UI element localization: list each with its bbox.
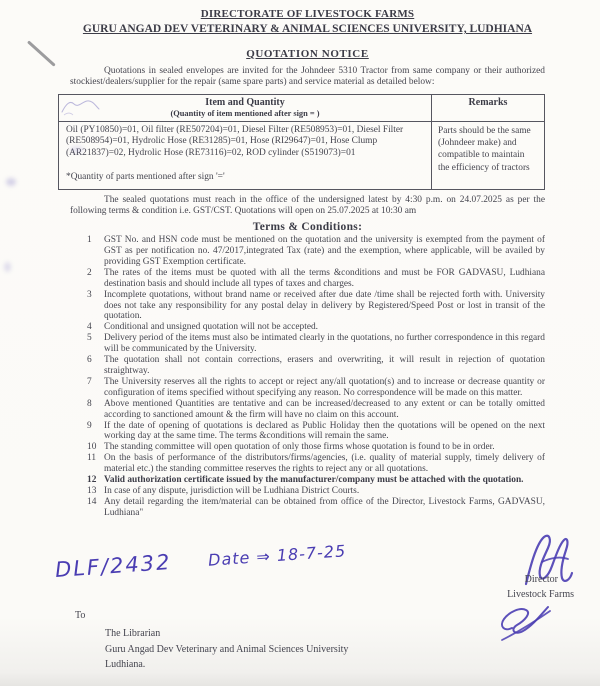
term-text: The standing committee will open quotation of only those firms whose quotation is found to be in order.	[104, 442, 495, 453]
term-text: GST No. and HSN code must be mentioned on the quotation and the university is exempted from the payment of GST as per notification no. 47/2017,integrated Tax (rate) and the exemption, where applicable, will be availed by providing GST Exemption certificate.	[104, 235, 545, 267]
signature-footer-area	[0, 538, 600, 686]
term-number: 8	[87, 398, 92, 409]
addressee-block	[105, 626, 348, 673]
term-number: 10	[87, 442, 97, 453]
term-number: 1	[87, 235, 92, 246]
quantity-note: *Quantity of parts mentioned after sign '='	[66, 171, 225, 182]
term-number: 14	[87, 496, 97, 507]
term-number: 7	[87, 376, 92, 387]
term-text: Valid authorization certificate issued by the manufacturer/company must be attached with the quotation.	[104, 475, 524, 486]
term-text: The quotation shall not contain corrections, erasers and overwriting, it will result in rejection of quotation straightway.	[104, 355, 545, 376]
remarks-cell: Parts should be the same (Johndeer make) and compatible to maintain the efficiency of tractors	[432, 121, 545, 189]
term-text: Above mentioned Quantities are tentative and can be increased/decreased to any extent or can be totally omitted according to sanctioned amount & the firm will have no claim on this account.	[104, 398, 545, 420]
term-number: 12	[87, 475, 97, 486]
deadline-paragraph: The sealed quotations must reach in the office of the undersigned latest by 4:30 p.m. on 24.07.2025 as per the following terms & condition i.e. GST/CST. Quotations will open on 25.07.2025 at 10:30 am	[70, 194, 545, 216]
ink-smudge	[4, 262, 11, 272]
addressee-line2: Guru Angad Dev Veterinary and Animal Sciences University	[105, 643, 349, 655]
term-item-9	[70, 421, 545, 443]
term-item-11	[70, 453, 545, 475]
term-item-10	[70, 442, 545, 453]
addressee-line3: Ludhiana.	[105, 659, 146, 670]
term-text: The rates of the items must be quoted with all the terms &conditions and must be FOR GADVASU, Ludhiana destination basis and should include all types of taxes and charges.	[104, 267, 545, 289]
term-text: On the basis of performance of the distributors/firms/agencies, (i.e. quality of material supply, timely delivery of material etc.) the standing committee reserves the rights to reject any or all quotations.	[104, 453, 545, 475]
term-item-7	[70, 377, 545, 399]
term-number: 13	[87, 485, 97, 496]
remarks-header: Remarks	[468, 96, 508, 108]
term-number: 11	[87, 453, 97, 464]
ink-smudge	[6, 178, 16, 186]
header-cell-item	[59, 94, 432, 121]
term-item-4	[70, 322, 545, 333]
table-header-row	[59, 94, 545, 121]
org-title-line2: GURU ANGAD DEV VETERINARY & ANIMAL SCIENCES UNIVERSITY, LUDHIANA	[82, 23, 533, 35]
term-item-8	[70, 399, 545, 421]
handwritten-date: Date ⇒ 18-7-25	[207, 541, 347, 570]
items-table	[58, 94, 545, 190]
term-item-12	[70, 475, 545, 486]
term-text: Conditional and unsigned quotation will not be accepted.	[104, 322, 319, 333]
term-number: 9	[87, 420, 92, 431]
terms-list	[70, 235, 545, 519]
secondary-signature-scribble	[496, 602, 554, 644]
signatory-role-line1: Director	[524, 574, 558, 585]
term-item-14	[70, 497, 545, 519]
term-item-5	[70, 333, 545, 355]
term-item-13	[70, 486, 545, 497]
item-quantity-header: Item and Quantity	[205, 96, 285, 108]
signatory-role-line2: Livestock Farms	[507, 589, 574, 600]
term-number: 5	[87, 333, 92, 344]
org-title-line1: DIRECTORATE OF LIVESTOCK FARMS	[200, 8, 415, 20]
header-cell-remarks	[432, 94, 545, 121]
terms-conditions-title: Terms & Conditions:	[252, 221, 363, 234]
term-item-1	[70, 235, 545, 268]
term-text: Incomplete quotations, without brand name or received after due date /time shall be rejected forth with. University does not take any responsibility for any postal delay in delivery by Registered/Speed Post or lost in transit of the quotation.	[104, 289, 545, 322]
addressee-line1: The Librarian	[105, 628, 161, 639]
term-number: 6	[87, 355, 92, 366]
term-text: The University reserves all the rights to accept or reject any/all quotation(s) and to increase or decrease quantity or configuration of items specified without specifying any reason. No correspondence will be made on this matter.	[104, 376, 545, 398]
ink-scribble-mark	[60, 96, 102, 118]
term-number: 2	[87, 267, 92, 278]
term-item-3	[70, 290, 545, 323]
term-text: If the date of opening of quotations is declared as Public Holiday then the quotations will be opened on the next working day at the same time. The terms &conditions will remain the same.	[104, 420, 545, 442]
items-cell	[59, 121, 432, 189]
term-item-6	[70, 355, 545, 377]
term-text: Any detail regarding the item/material can be obtained from office of the Director, Livestock Farms, GADVASU, Ludhiana"	[104, 496, 545, 518]
items-list-text: Oil (PY10850)=01, Oil filter (RE507204)=01, Diesel Filter (RE508953)=01, Diesel Filter (RE508954)=01, Hydrolic Hose (RE31285)=01, Hose (RI29647)=01, Hose Clump (AR21837)=02, Hydrolic Hose (RE73116)=02, ROD cylinder (S519073)=01	[66, 124, 404, 159]
term-number: 3	[87, 289, 92, 300]
term-number: 4	[87, 322, 92, 333]
addressee-salutation: To	[75, 610, 86, 621]
term-item-2	[70, 268, 545, 290]
intro-paragraph: Quotations in sealed envelopes are invited for the Johndeer 5310 Tractor from same company or their authorized stockiest/dealers/supplier for the repair (same spare parts) and service material as detailed below:	[70, 66, 545, 88]
item-quantity-subheader: (Quantity of item mentioned after sign = )	[170, 108, 320, 118]
ink-smudge	[70, 146, 84, 153]
handwritten-reference-number: DLF/2432	[54, 549, 173, 583]
notice-title: QUOTATION NOTICE	[246, 48, 369, 60]
term-text: Delivery period of the items must also be intimated clearly in the quotations, no further correspondence in this regard will be communicated by the University.	[104, 333, 545, 355]
table-body-row	[59, 121, 545, 189]
term-text: In case of any dispute, jurisdiction will be Ludhiana District Courts.	[104, 485, 360, 496]
